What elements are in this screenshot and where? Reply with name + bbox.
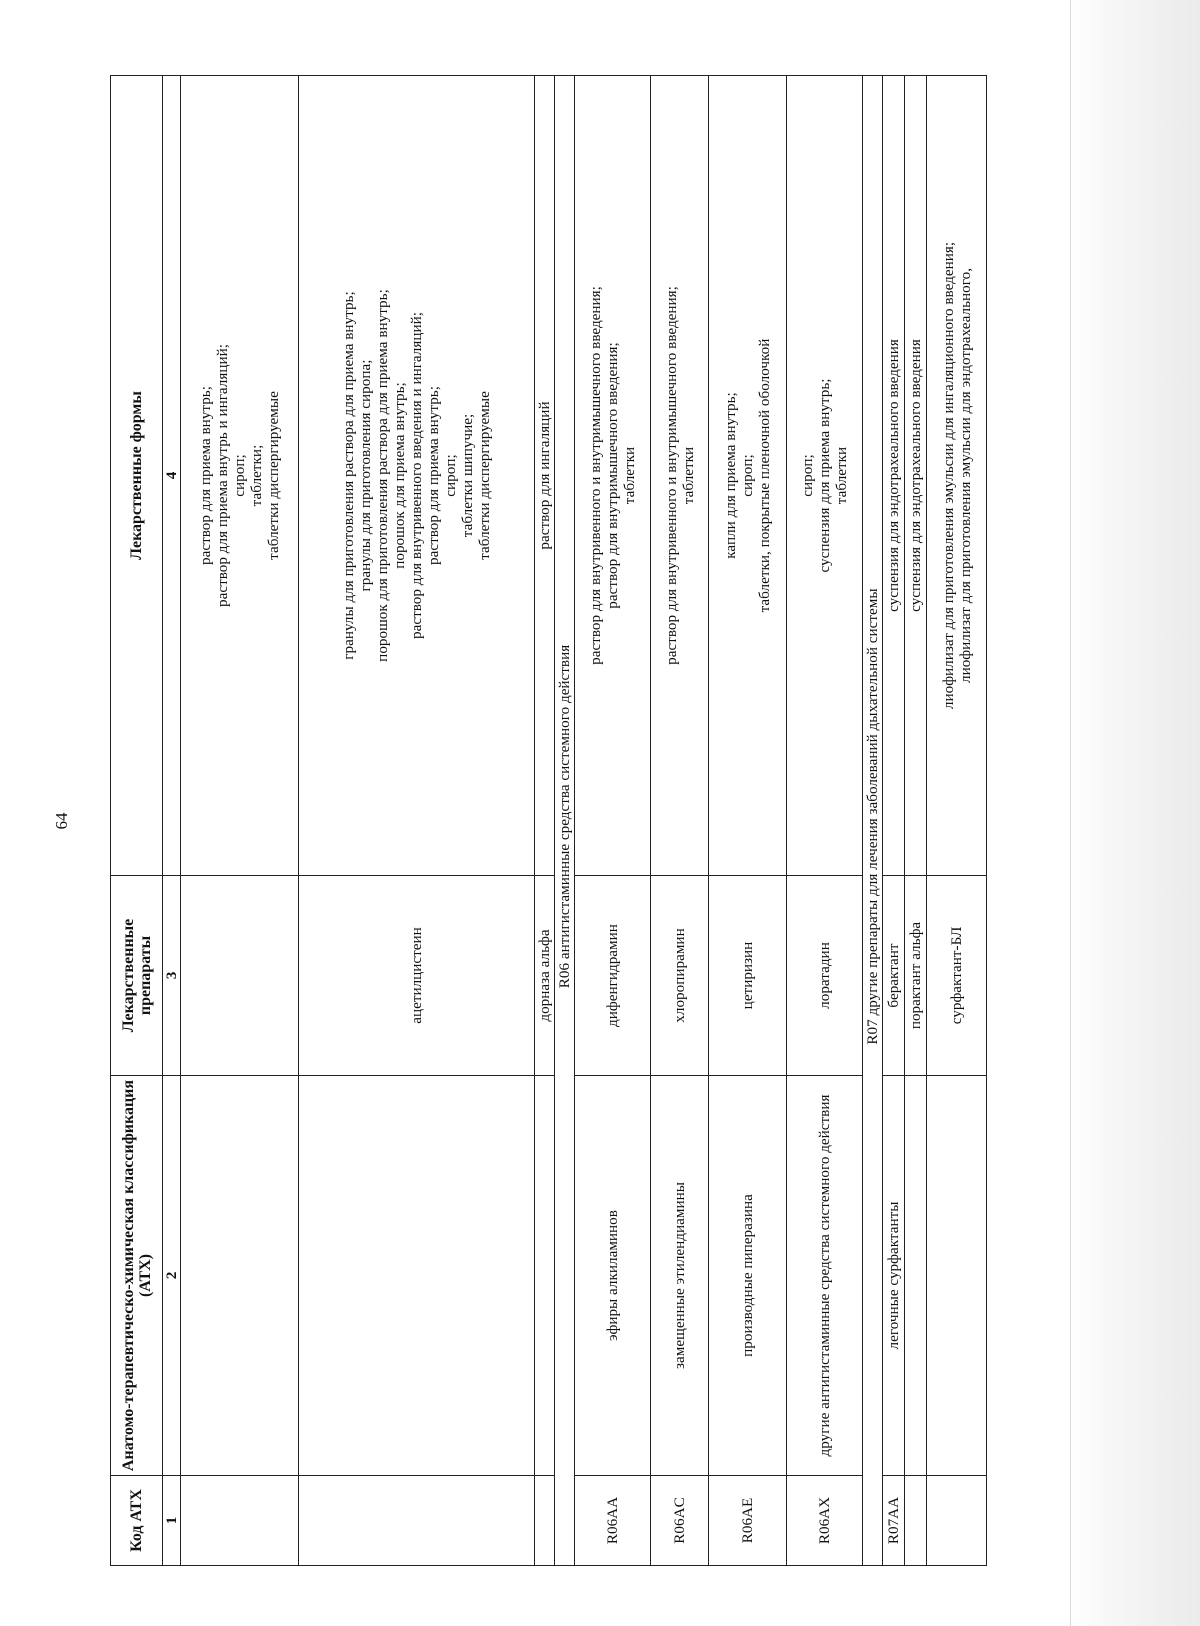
- atx-code-cell: R06AX: [787, 1476, 863, 1566]
- atx-code-cell: [535, 1476, 555, 1566]
- dosage-form-line: таблетки диспергируемые: [265, 391, 282, 560]
- section-title: R07 другие препараты для лечения заболеваний дыхательной системы: [864, 588, 881, 1045]
- dosage-form-line: сироп;: [231, 454, 248, 497]
- dosage-form-line: сироп;: [799, 454, 816, 497]
- atx-class-cell: другие антигистаминные средства системного действия: [787, 1076, 863, 1476]
- atx-class-cell: [535, 1076, 555, 1476]
- drug-name-cell: порактант альфа: [905, 876, 927, 1076]
- table-header-row: [111, 76, 163, 1566]
- table-row: [787, 76, 863, 1566]
- header-dosage-forms: Лекарственные формы: [111, 76, 163, 876]
- scan-page-edge: [1070, 0, 1200, 1626]
- dosage-form-line: суспензия для эндотрахеального введения: [885, 339, 902, 612]
- drug-name-cell: лоратадин: [787, 876, 863, 1076]
- dosage-form-line: таблетки: [621, 446, 638, 505]
- drug-name-cell: ацетилцистеин: [299, 876, 535, 1076]
- dosage-form-line: таблетки, покрытые пленочной оболочкой: [756, 338, 773, 613]
- dosage-form-line: раствор для ингаляций: [536, 401, 553, 550]
- column-number: 2: [163, 1076, 181, 1476]
- dosage-forms-cell: [575, 76, 651, 876]
- atx-code-cell: [905, 1476, 927, 1566]
- table-row: [651, 76, 709, 1566]
- drug-name-cell: дорназа альфа: [535, 876, 555, 1076]
- atx-table: [110, 75, 987, 1566]
- atx-class-cell: [181, 1076, 299, 1476]
- atx-code-cell: [299, 1476, 535, 1566]
- table-row: [299, 76, 535, 1566]
- header-atx-classification: Анатомо-терапевтическо-химическая классификация (АТХ): [111, 1076, 163, 1476]
- dosage-forms-cell: [905, 76, 927, 876]
- dosage-form-line: раствор для внутримышечного введения;: [604, 342, 621, 609]
- dosage-forms-cell: [927, 76, 987, 876]
- table-row: [905, 76, 927, 1566]
- column-number-row: [163, 76, 181, 1566]
- atx-code-cell: R06AE: [709, 1476, 787, 1566]
- dosage-form-line: раствор для приема внутрь;: [425, 386, 442, 565]
- drug-name-cell: дифенгидрамин: [575, 876, 651, 1076]
- header-drugs: Лекарственные препараты: [111, 876, 163, 1076]
- header-atx-code: Код АТХ: [111, 1476, 163, 1566]
- atx-class-cell: замещенные этилендиамины: [651, 1076, 709, 1476]
- dosage-form-line: таблетки: [833, 446, 850, 505]
- atx-code-cell: R06AC: [651, 1476, 709, 1566]
- dosage-form-line: сироп;: [442, 454, 459, 497]
- dosage-forms-cell: [299, 76, 535, 876]
- table-body: [181, 76, 987, 1566]
- dosage-form-line: раствор для приема внутрь;: [197, 386, 214, 565]
- dosage-forms-cell: [883, 76, 905, 876]
- drug-name-cell: хлоропирамин: [651, 876, 709, 1076]
- dosage-forms-cell: [535, 76, 555, 876]
- table-row: [709, 76, 787, 1566]
- dosage-form-line: раствор для приема внутрь и ингаляций;: [214, 344, 231, 607]
- section-title-cell: [863, 76, 883, 1566]
- dosage-forms-cell: [181, 76, 299, 876]
- dosage-form-line: суспензия для эндотрахеального введения: [907, 339, 924, 612]
- atx-code-cell: [181, 1476, 299, 1566]
- atx-class-cell: [299, 1076, 535, 1476]
- dosage-forms-cell: [787, 76, 863, 876]
- column-number: 4: [163, 76, 181, 876]
- drug-name-cell: [181, 876, 299, 1076]
- atx-code-cell: R07AA: [883, 1476, 905, 1566]
- dosage-form-line: сироп;: [739, 454, 756, 497]
- dosage-form-line: раствор для внутривенного и внутримышечного введения;: [587, 286, 604, 665]
- column-number: 3: [163, 876, 181, 1076]
- column-number: 1: [163, 1476, 181, 1566]
- table-row: [575, 76, 651, 1566]
- section-title-cell: [555, 76, 575, 1566]
- dosage-form-line: порошок для приема внутрь;: [391, 382, 408, 569]
- atx-code-cell: [927, 1476, 987, 1566]
- dosage-form-line: гранулы для приготовления раствора для приема внутрь;: [340, 291, 357, 660]
- table-row: [927, 76, 987, 1566]
- table-section-row: [863, 76, 883, 1566]
- atx-class-cell: легочные сурфактанты: [883, 1076, 905, 1476]
- dosage-form-line: таблетки: [679, 446, 697, 505]
- drug-name-cell: цетиризин: [709, 876, 787, 1076]
- dosage-form-line: суспензия для приема внутрь;: [816, 378, 833, 573]
- dosage-forms-cell: [651, 76, 709, 876]
- rotated-document-page: [52, 76, 1040, 1566]
- atx-code-cell: R06AA: [575, 1476, 651, 1566]
- atx-class-cell: производные пиперазина: [709, 1076, 787, 1476]
- table-section-row: [555, 76, 575, 1566]
- dosage-form-line: таблетки диспергируемые: [476, 391, 493, 560]
- dosage-form-line: раствор для внутривенного и внутримышечного введения;: [662, 286, 680, 665]
- atx-class-cell: [927, 1076, 987, 1476]
- dosage-form-line: раствор для внутривенного введения и ингаляций;: [408, 312, 425, 639]
- page-number: 64: [52, 812, 71, 830]
- dosage-form-line: таблетки шипучие;: [459, 413, 476, 538]
- dosage-form-line: лиофилизат для приготовления эмульсии для ингаляционного введения;: [939, 241, 957, 710]
- drug-name-cell: сурфактант-БЛ: [927, 876, 987, 1076]
- table-row: [535, 76, 555, 1566]
- section-title: R06 антигистаминные средства системного действия: [556, 644, 573, 989]
- dosage-form-line: порошок для приготовления раствора для приема внутрь;: [374, 289, 391, 662]
- dosage-form-line: гранулы для приготовления сиропа;: [357, 359, 374, 592]
- scan-page-border: [1070, 0, 1071, 1626]
- drug-name-cell: берактант: [883, 876, 905, 1076]
- dosage-form-line: капли для приема внутрь;: [722, 392, 739, 559]
- atx-class-cell: эфиры алкиламинов: [575, 1076, 651, 1476]
- table-row: [181, 76, 299, 1566]
- atx-class-cell: [905, 1076, 927, 1476]
- dosage-form-line: таблетки;: [248, 444, 265, 507]
- dosage-form-line: лиофилизат для приготовления эмульсии для эндотрахеального,: [956, 268, 974, 684]
- table-row: [883, 76, 905, 1566]
- dosage-forms-cell: [709, 76, 787, 876]
